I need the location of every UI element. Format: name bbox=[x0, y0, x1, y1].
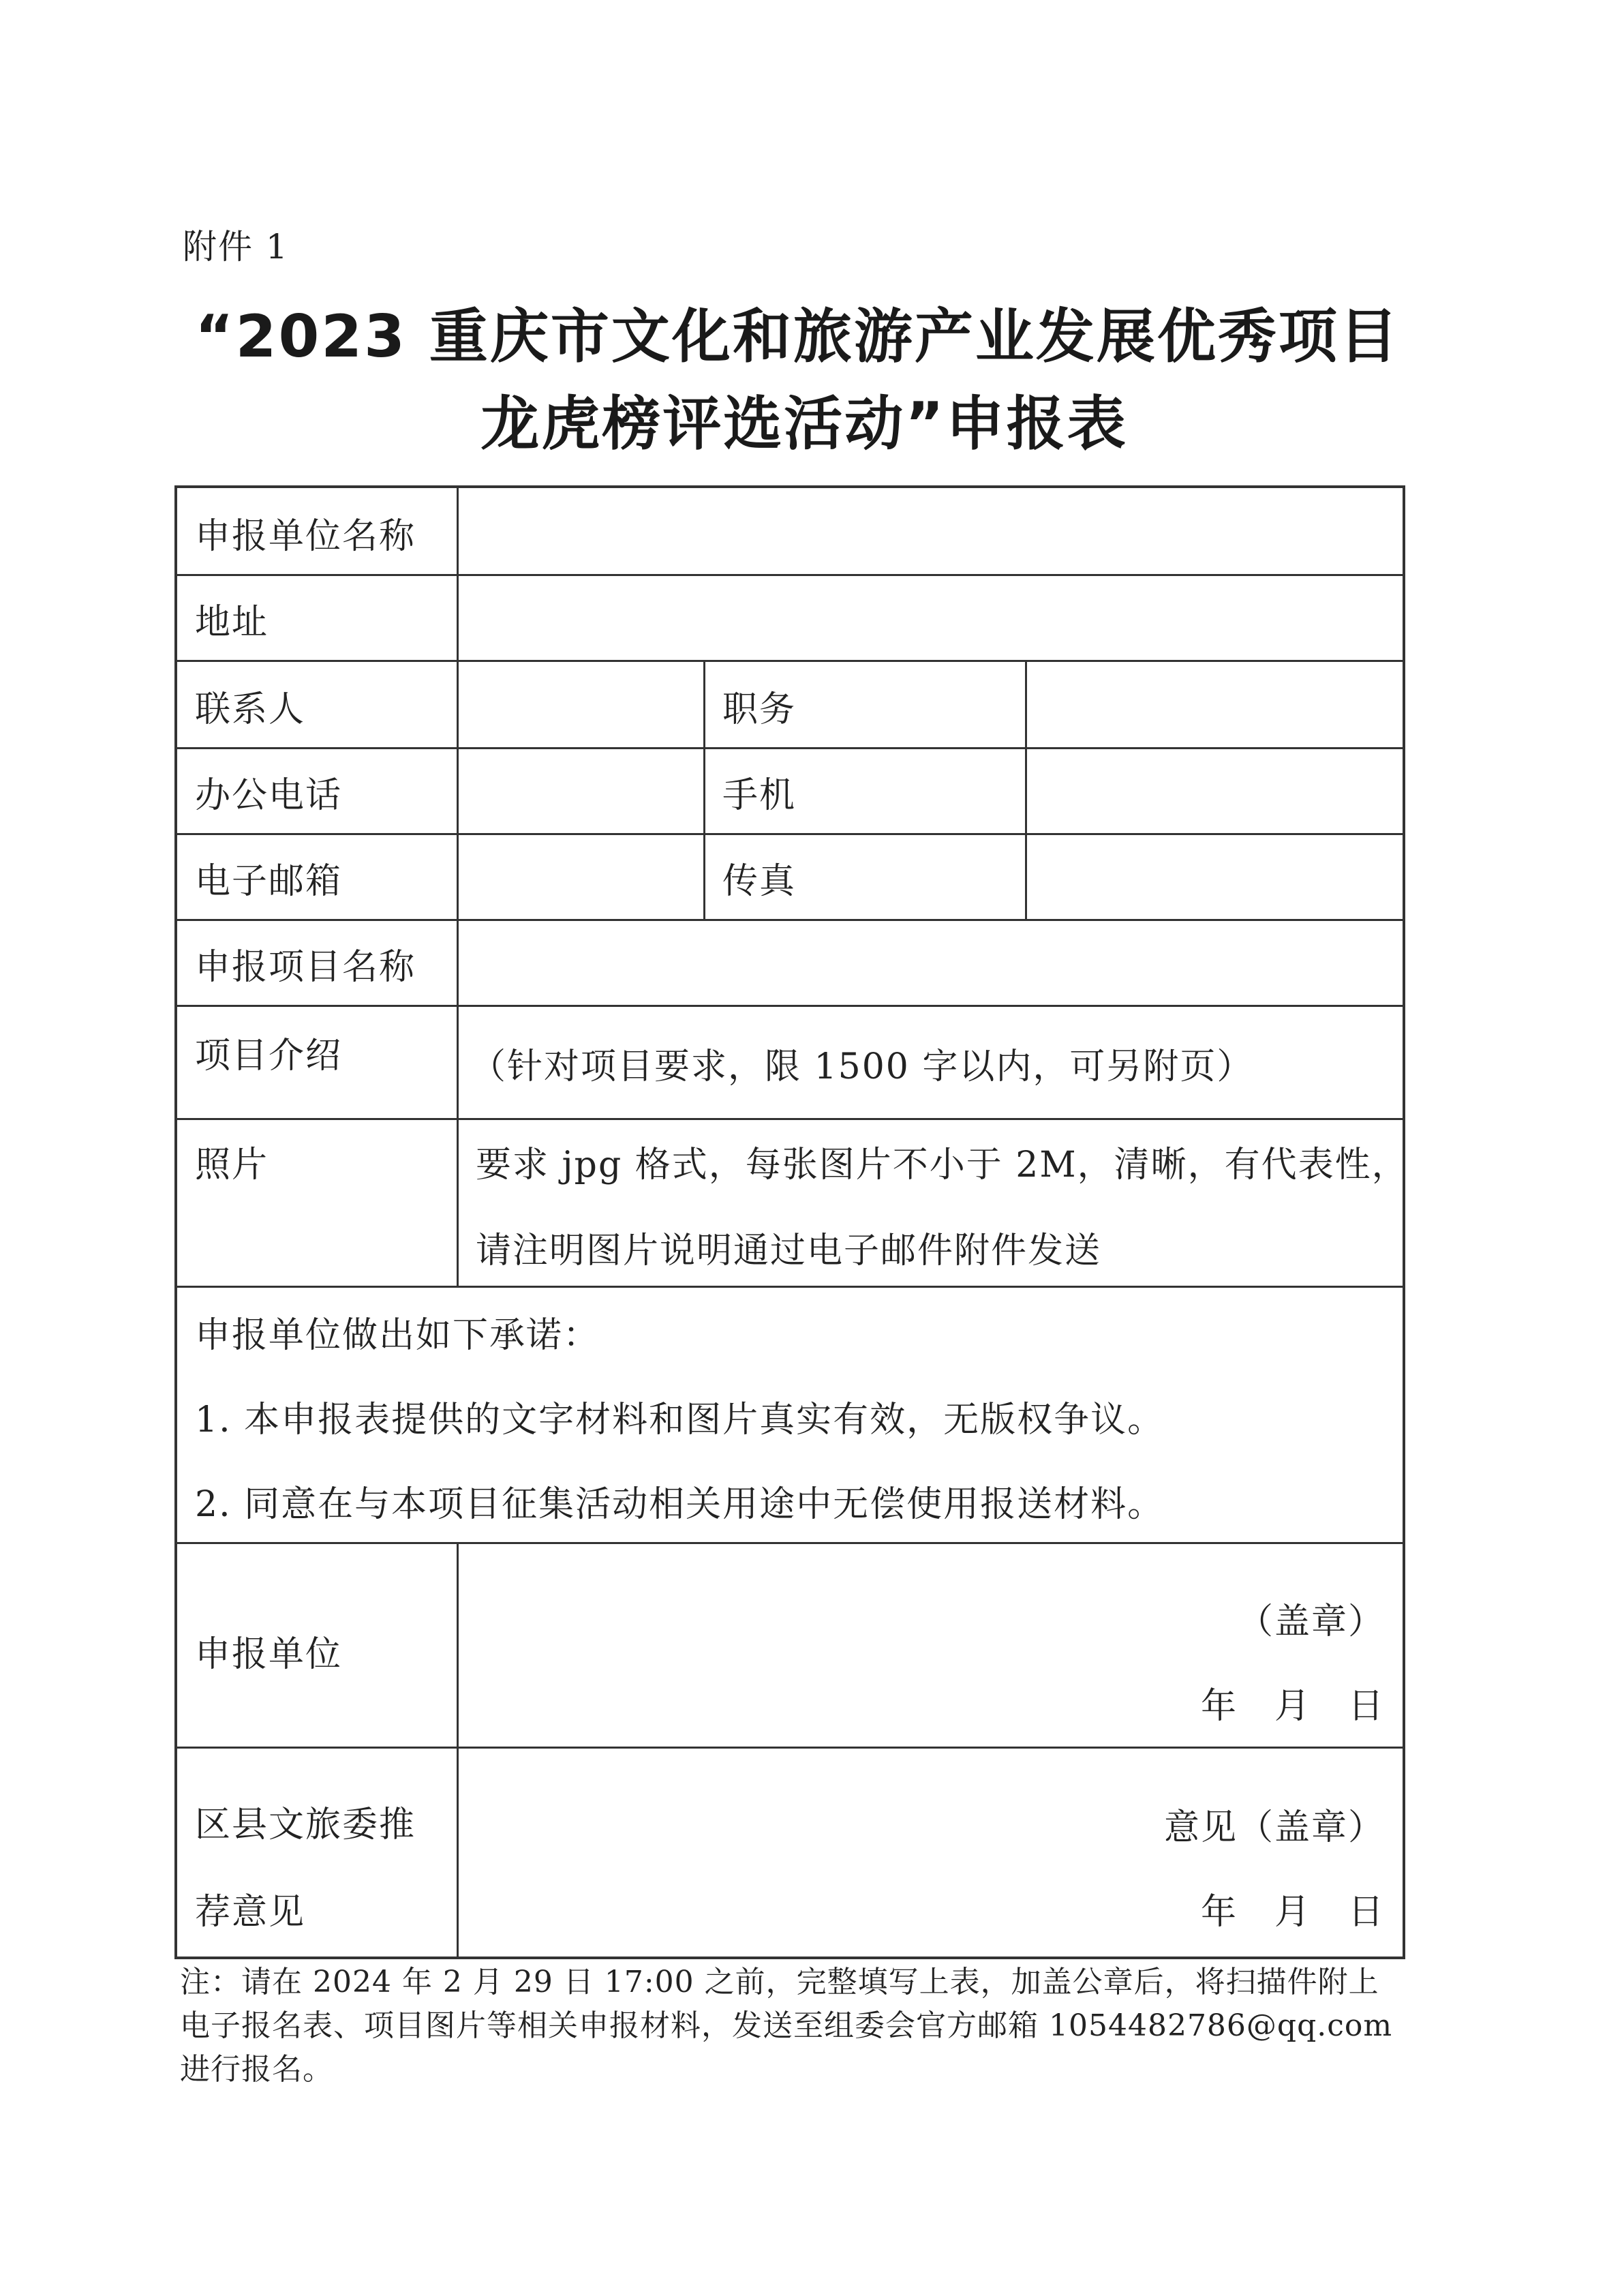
office-phone-label: 办公电话 bbox=[195, 775, 343, 816]
column-divider bbox=[457, 488, 459, 1286]
row-divider bbox=[177, 1286, 1405, 1288]
row-divider bbox=[177, 833, 1405, 835]
district-date-text: 年 月 日 bbox=[1200, 1892, 1385, 1933]
column-divider bbox=[1025, 660, 1027, 919]
intro-label: 项目介绍 bbox=[195, 1036, 343, 1076]
district-label-line1: 区县文旅委推 bbox=[195, 1804, 416, 1845]
photo-hint-line1: 要求 jpg 格式，每张图片不小于 2M，清晰，有代表性， bbox=[476, 1145, 1409, 1185]
commitment-title: 申报单位做出如下承诺： bbox=[195, 1315, 600, 1356]
project-name-label: 申报项目名称 bbox=[195, 947, 416, 988]
form-title-line2: 龙虎榜评选活动”申报表 bbox=[480, 390, 1128, 458]
row-divider bbox=[177, 660, 1405, 662]
position-label: 职务 bbox=[722, 689, 797, 730]
row-divider bbox=[177, 1118, 1405, 1120]
form-title-line1: “2023 重庆市文化和旅游产业发展优秀项目 bbox=[195, 303, 1400, 371]
column-divider bbox=[457, 1542, 459, 1959]
unit-name-label: 申报单位名称 bbox=[195, 516, 416, 557]
commitment-item-1: 1. 本申报表提供的文字材料和图片真实有效，无版权争议。 bbox=[195, 1400, 1165, 1440]
row-divider bbox=[177, 1747, 1405, 1749]
row-divider bbox=[177, 574, 1405, 576]
row-divider bbox=[177, 919, 1405, 921]
applicant-date-text: 年 月 日 bbox=[1200, 1686, 1385, 1727]
applicant-stamp-text: （盖章） bbox=[1237, 1601, 1385, 1642]
mobile-label: 手机 bbox=[722, 775, 797, 816]
attachment-label: 附件 1 bbox=[183, 227, 289, 267]
column-divider bbox=[703, 660, 705, 919]
district-label-line2: 荐意见 bbox=[195, 1892, 306, 1933]
row-divider bbox=[177, 747, 1405, 749]
email-label: 电子邮箱 bbox=[195, 861, 343, 902]
note-line2: 电子报名表、项目图片等相关申报材料，发送至组委会官方邮箱 1054482786@qq.com bbox=[180, 2008, 1393, 2043]
intro-hint: （针对项目要求，限 1500 字以内，可另附页） bbox=[470, 1046, 1254, 1087]
commitment-item-2: 2. 同意在与本项目征集活动相关用途中无偿使用报送材料。 bbox=[195, 1484, 1165, 1525]
address-label: 地址 bbox=[195, 602, 269, 643]
application-form-table bbox=[174, 485, 1409, 1959]
fax-label: 传真 bbox=[722, 861, 797, 902]
row-divider bbox=[177, 1542, 1405, 1544]
photo-hint-line2: 请注明图片说明通过电子邮件附件发送 bbox=[476, 1230, 1102, 1271]
note-line3: 进行报名。 bbox=[180, 2052, 333, 2087]
photo-label: 照片 bbox=[195, 1145, 269, 1185]
row-divider bbox=[177, 1005, 1405, 1007]
note-line1: 注：请在 2024 年 2 月 29 日 17:00 之前，完整填写上表，加盖公章后，将扫描件附上 bbox=[180, 1965, 1379, 1999]
district-opinion-stamp-text: 意见（盖章） bbox=[1163, 1807, 1385, 1848]
contact-label: 联系人 bbox=[195, 689, 306, 730]
applicant-label: 申报单位 bbox=[195, 1634, 343, 1675]
